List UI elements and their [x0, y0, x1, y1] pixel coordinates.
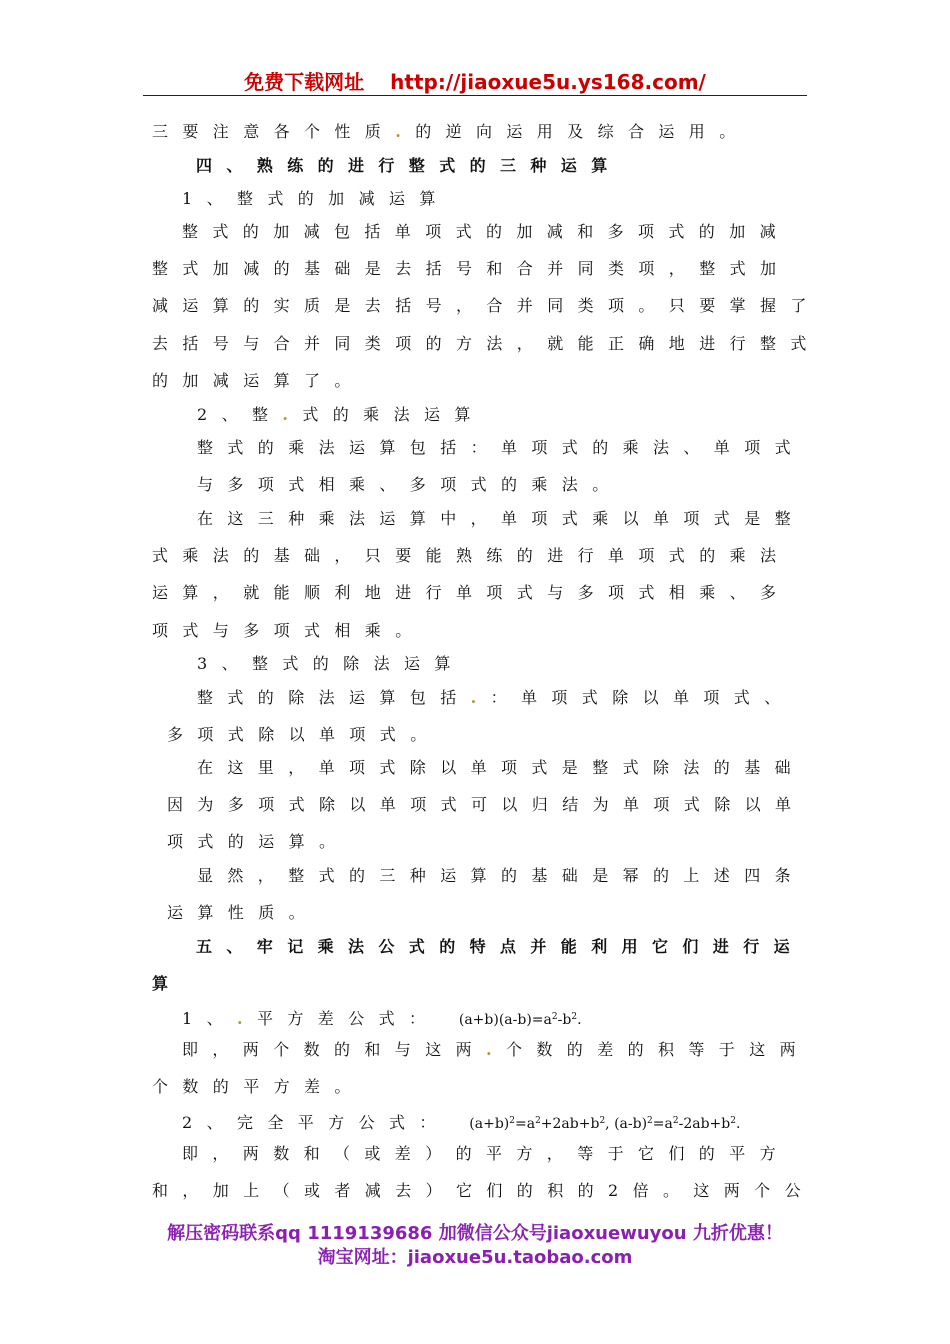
subheading: 1、整式的加减运算 — [182, 189, 450, 208]
text-line: 整式加减的基础是去括号和合并同类项，整式加 — [152, 259, 791, 278]
text-line: 和，加上（或者减去）它们的积的2倍。这两个公 — [152, 1181, 815, 1200]
text-line: 在这三种乘法运算中，单项式乘以单项式是整 — [197, 509, 806, 528]
text-line: 在这里，单项式除以单项式是整式除法的基础 — [197, 758, 806, 777]
header-rule — [143, 95, 807, 96]
text-line: 即，两数和（或差）的平方，等于它们的平方 — [182, 1144, 791, 1163]
text-line: 运算，就能顺利地进行单项式与多项式相乘、多 — [152, 583, 791, 602]
text-line: 因为多项式除以单项式可以归结为单项式除以单 — [167, 795, 806, 814]
text-line: 项式与多项式相乘。 — [152, 621, 426, 640]
section-heading: 四、熟练的进行整式的三种运算 — [196, 156, 622, 175]
subheading: 2、整.式的乘法运算 — [197, 405, 485, 424]
text-line: 多项式除以单项式。 — [167, 725, 441, 744]
difference-of-squares-formula: $(a+b)(a-b)=a^2-b^2$. — [458, 1012, 582, 1028]
text-line: 显然，整式的三种运算的基础是幂的上述四条 — [197, 866, 806, 885]
formula-line: 1、.平方差公式： $(a+b)(a-b)=a^2-b^2$. — [182, 1009, 582, 1028]
footer-shop-link[interactable]: 淘宝网址：jiaoxue5u.taobao.com — [317, 1247, 633, 1268]
text-line: 项式的运算。 — [167, 832, 350, 851]
section-heading-continued: 算 — [152, 974, 183, 993]
header-url[interactable]: http://jiaoxue5u.ys168.com/ — [390, 70, 706, 94]
subheading: 3、整式的除法运算 — [197, 654, 465, 673]
text-line: 减运算的实质是去括号，合并同类项。只要掌握了 — [152, 296, 821, 315]
header-title: 免费下载网址 — [244, 70, 365, 94]
text-line: 去括号与合并同类项的方法，就能正确地进行整式 — [152, 334, 821, 353]
page-header — [0, 66, 950, 95]
text-line: 整式的乘法运算包括：单项式的乘法、单项式 — [197, 438, 806, 457]
footer-contact: 解压密码联系qq 1119139686 加微信公众号jiaoxuewuyou 九折优惠！ — [167, 1223, 783, 1244]
perfect-square-formula: $(a+b)^2=a^2+2ab+b^2$, $(a-b)^2=a^2-2ab+b^2$. — [469, 1116, 741, 1132]
text-line: 式乘法的基础，只要能熟练的进行单项式的乘法 — [152, 546, 791, 565]
text-line: 三要注意各个性质.的逆向运用及综合运用。 — [152, 122, 750, 141]
text-line: 整式的加减包括单项式的加减和多项式的加减 — [182, 222, 791, 241]
text-line: 即，两个数的和与这两.个数的差的积等于这两 — [182, 1040, 811, 1059]
text-line: 的加减运算了。 — [152, 371, 365, 390]
section-heading: 五、牢记乘法公式的特点并能利用它们进行运 — [196, 937, 805, 956]
formula-line: 2、完全平方公式： $(a+b)^2=a^2+2ab+b^2$, $(a-b)^2=a^2-2ab+b^2$. — [182, 1113, 741, 1132]
text-line: 与多项式相乘、多项式的乘法。 — [197, 475, 623, 494]
text-line: 整式的除法运算包括.：单项式除以单项式、 — [197, 688, 795, 707]
text-line: 个数的平方差。 — [152, 1077, 365, 1096]
text-line: 运算性质。 — [167, 903, 320, 922]
